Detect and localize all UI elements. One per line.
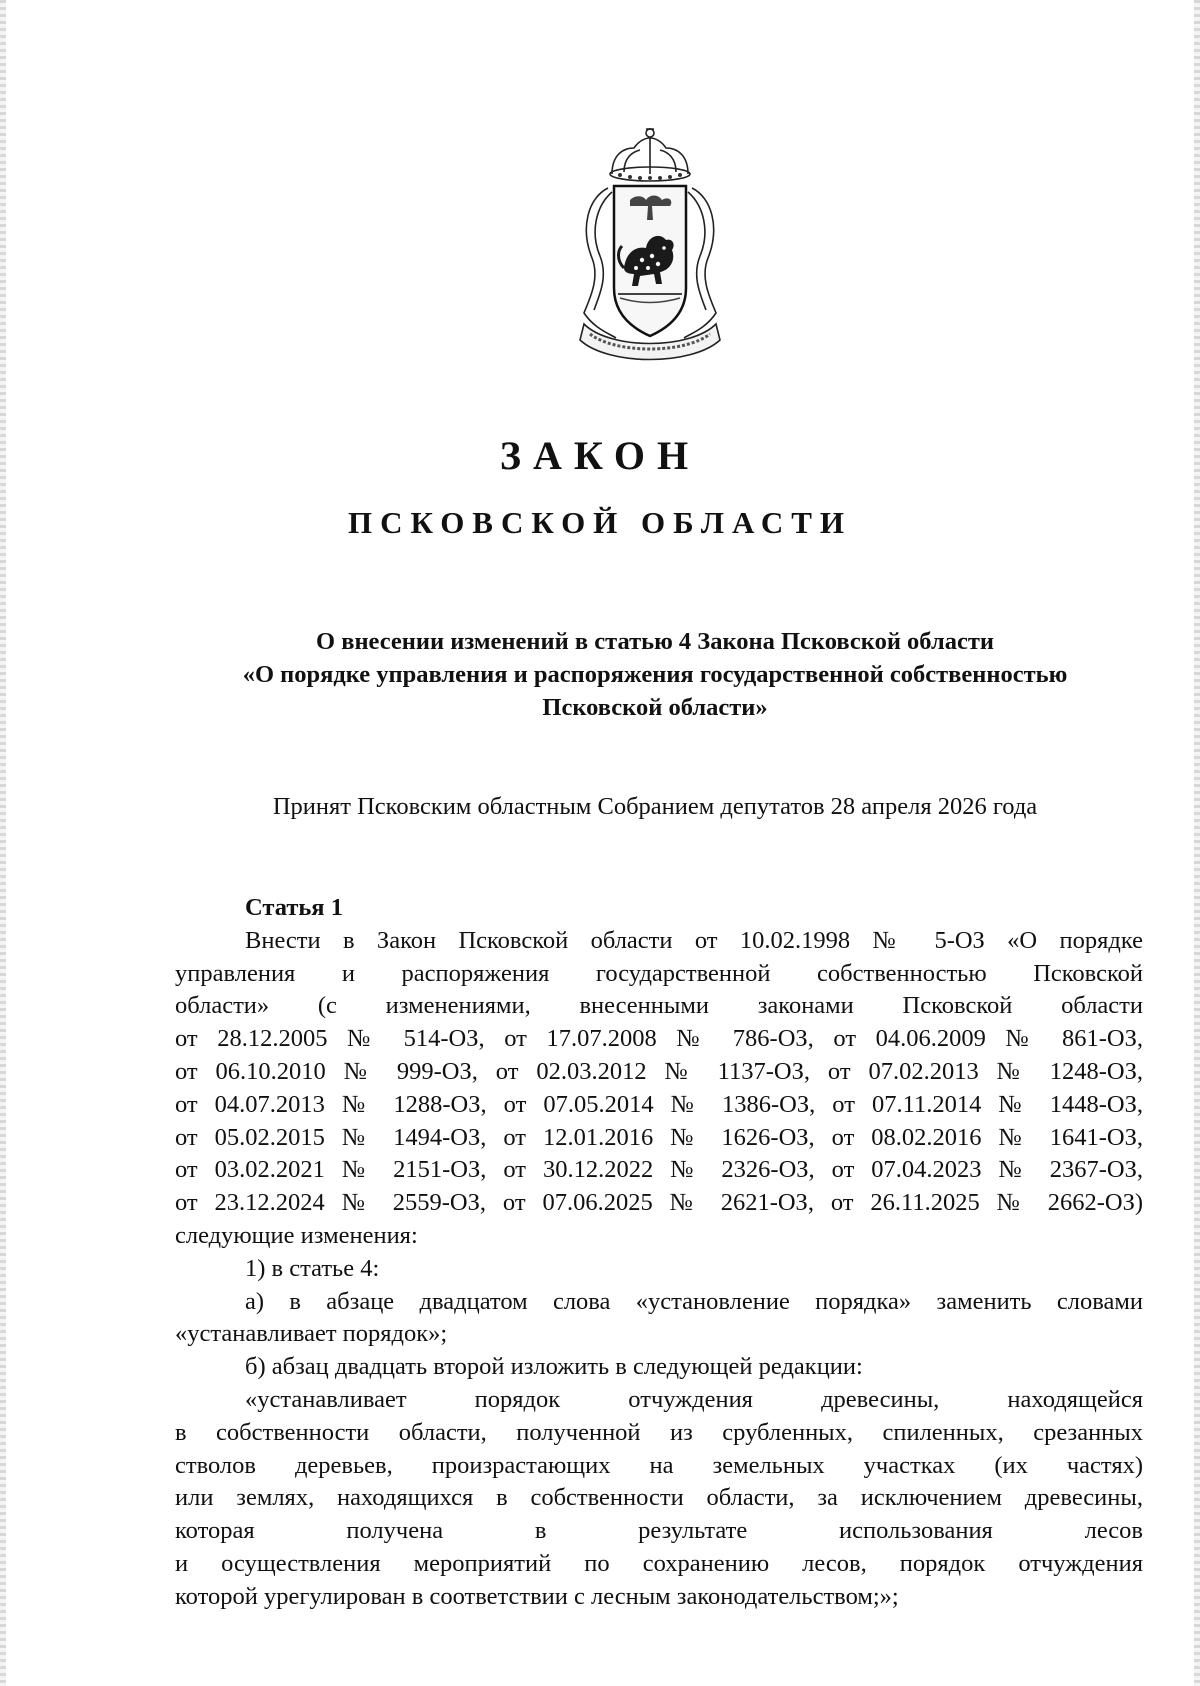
text-line: следующие изменения: — [175, 1221, 418, 1249]
text-line: Внести в Закон Псковской области от 10.02.1998 № 5-ОЗ «О порядке — [245, 926, 1143, 954]
subject-line: «О порядке управления и распоряжения государственной собственностью — [242, 661, 1068, 688]
law-subject — [175, 625, 1135, 724]
text-line: стволов деревьев, произрастающих на земельных участках (их частях) — [175, 1451, 1143, 1479]
region-title: ПСКОВСКОЙ ОБЛАСТИ — [347, 505, 853, 540]
document-type-title: ЗАКОН — [499, 433, 701, 478]
article-heading: Статья 1 — [245, 894, 343, 921]
subject-line: О внесении изменений в статью 4 Закона Псковской области — [316, 628, 994, 655]
article-body — [175, 892, 1143, 1614]
text-line: «устанавливает порядок»; — [175, 1320, 448, 1348]
text-line: 1) в статье 4: — [245, 1254, 380, 1282]
pskov-coat-of-arms-icon — [560, 128, 740, 368]
text-line: от 06.10.2010 № 999-ОЗ, от 02.03.2012 № 1137-ОЗ, от 07.02.2013 № 1248-ОЗ, — [175, 1057, 1143, 1085]
adoption-statement: Принят Псковским областным Собранием депутатов 28 апреля 2026 года — [272, 793, 1038, 820]
text-line: от 23.12.2024 № 2559-ОЗ, от 07.06.2025 № 2621-ОЗ, от 26.11.2025 № 2662-ОЗ) — [175, 1189, 1143, 1217]
scan-edge-right — [1194, 0, 1200, 1686]
text-line: которая получена в результате использования лесов — [175, 1517, 1143, 1545]
text-line: от 04.07.2013 № 1288-ОЗ, от 07.05.2014 № 1386-ОЗ, от 07.11.2014 № 1448-ОЗ, — [175, 1090, 1143, 1118]
text-line: или землях, находящихся в собственности области, за исключением древесины, — [175, 1484, 1143, 1512]
text-line: и осуществления мероприятий по сохранению лесов, порядок отчуждения — [175, 1549, 1143, 1577]
text-line: а) в абзаце двадцатом слова «установление порядка» заменить словами — [245, 1287, 1143, 1315]
text-line: б) абзац двадцать второй изложить в следующей редакции: — [245, 1353, 863, 1381]
text-line: в собственности области, полученной из срубленных, спиленных, срезанных — [175, 1418, 1143, 1446]
text-line: «устанавливает порядок отчуждения древесины, находящейся — [245, 1385, 1143, 1413]
text-line: от 03.02.2021 № 2151-ОЗ, от 30.12.2022 № 2326-ОЗ, от 07.04.2023 № 2367-ОЗ, — [175, 1156, 1143, 1184]
text-line: управления и распоряжения государственной собственностью Псковской — [175, 959, 1143, 987]
text-line: от 28.12.2005 № 514-ОЗ, от 17.07.2008 № 786-ОЗ, от 04.06.2009 № 861-ОЗ, — [175, 1025, 1143, 1053]
text-line: которой урегулирован в соответствии с лесным законодательством;»; — [175, 1582, 899, 1610]
subject-line: Псковской области» — [542, 694, 768, 721]
text-line: области» (с изменениями, внесенными законами Псковской области — [175, 992, 1143, 1020]
scan-edge-left — [0, 0, 6, 1686]
text-line: от 05.02.2015 № 1494-ОЗ, от 12.01.2016 № 1626-ОЗ, от 08.02.2016 № 1641-ОЗ, — [175, 1123, 1143, 1151]
